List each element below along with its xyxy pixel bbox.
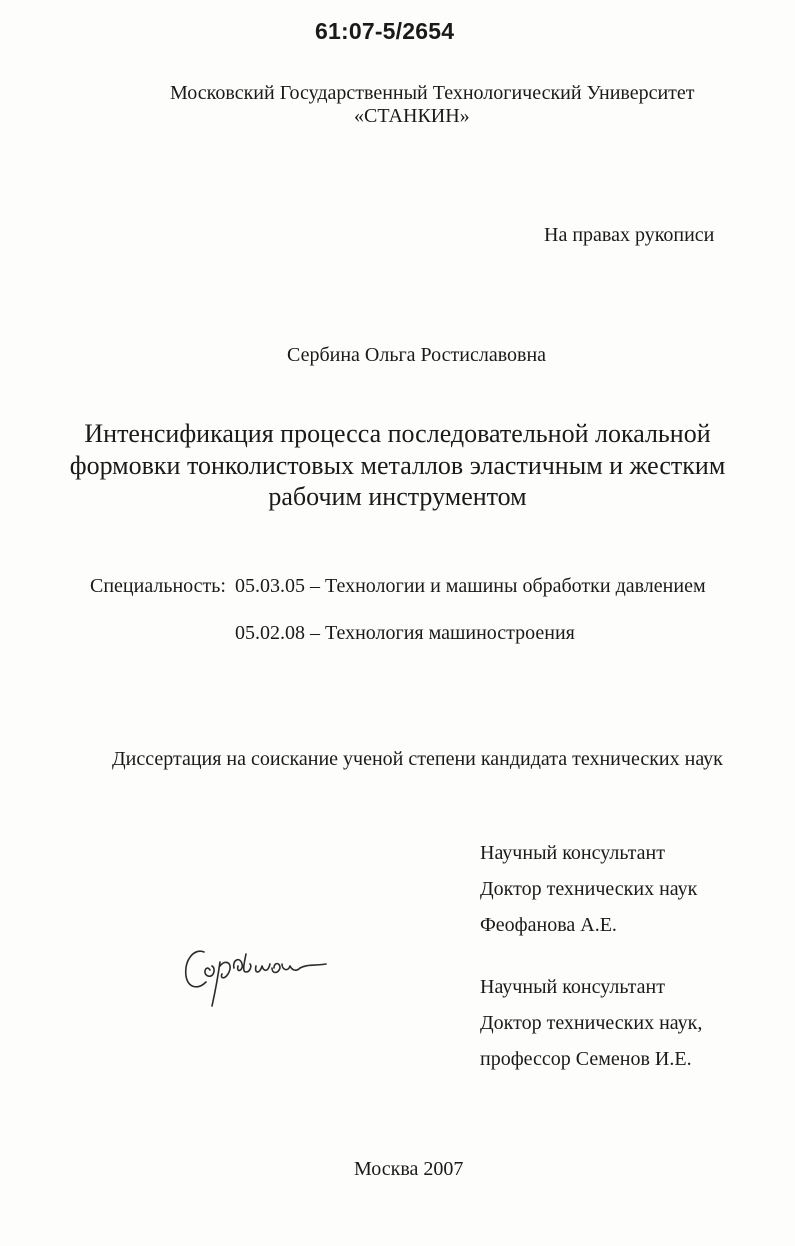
consultant-role: Научный консультант bbox=[480, 842, 665, 864]
city-and-year: Москва 2007 bbox=[354, 1158, 464, 1180]
consultant-role: Научный консультант bbox=[480, 976, 665, 998]
thesis-title-line: Интенсификация процесса последовательной локальной bbox=[84, 419, 711, 448]
consultant-name: Феофанова А.Е. bbox=[480, 914, 617, 936]
author-signature bbox=[176, 930, 346, 1010]
thesis-title-line: рабочим инструментом bbox=[268, 482, 527, 511]
university-name: Московский Государственный Технологический Университет bbox=[170, 82, 695, 104]
registry-code: 61:07-5/2654 bbox=[315, 18, 455, 44]
university-abbreviation: «СТАНКИН» bbox=[354, 105, 470, 127]
specialty-item: 05.03.05 – Технологии и машины обработки давлением bbox=[235, 575, 706, 597]
author-name: Сербина Ольга Ростиславовна bbox=[287, 344, 547, 366]
consultant-degree: Доктор технических наук bbox=[480, 878, 698, 900]
consultant-name: профессор Семенов И.Е. bbox=[480, 1048, 692, 1070]
specialty-item: 05.02.08 – Технология машиностроения bbox=[235, 622, 575, 644]
manuscript-rights-note: На правах рукописи bbox=[544, 224, 715, 246]
consultant-degree: Доктор технических наук, bbox=[480, 1012, 703, 1034]
signature-stroke bbox=[186, 951, 326, 1006]
thesis-title-line: формовки тонколистовых металлов эластичным и жестким bbox=[69, 451, 726, 480]
specialty-label: Специальность: bbox=[90, 575, 226, 597]
dissertation-degree-line: Диссертация на соискание ученой степени кандидата технических наук bbox=[112, 748, 723, 770]
